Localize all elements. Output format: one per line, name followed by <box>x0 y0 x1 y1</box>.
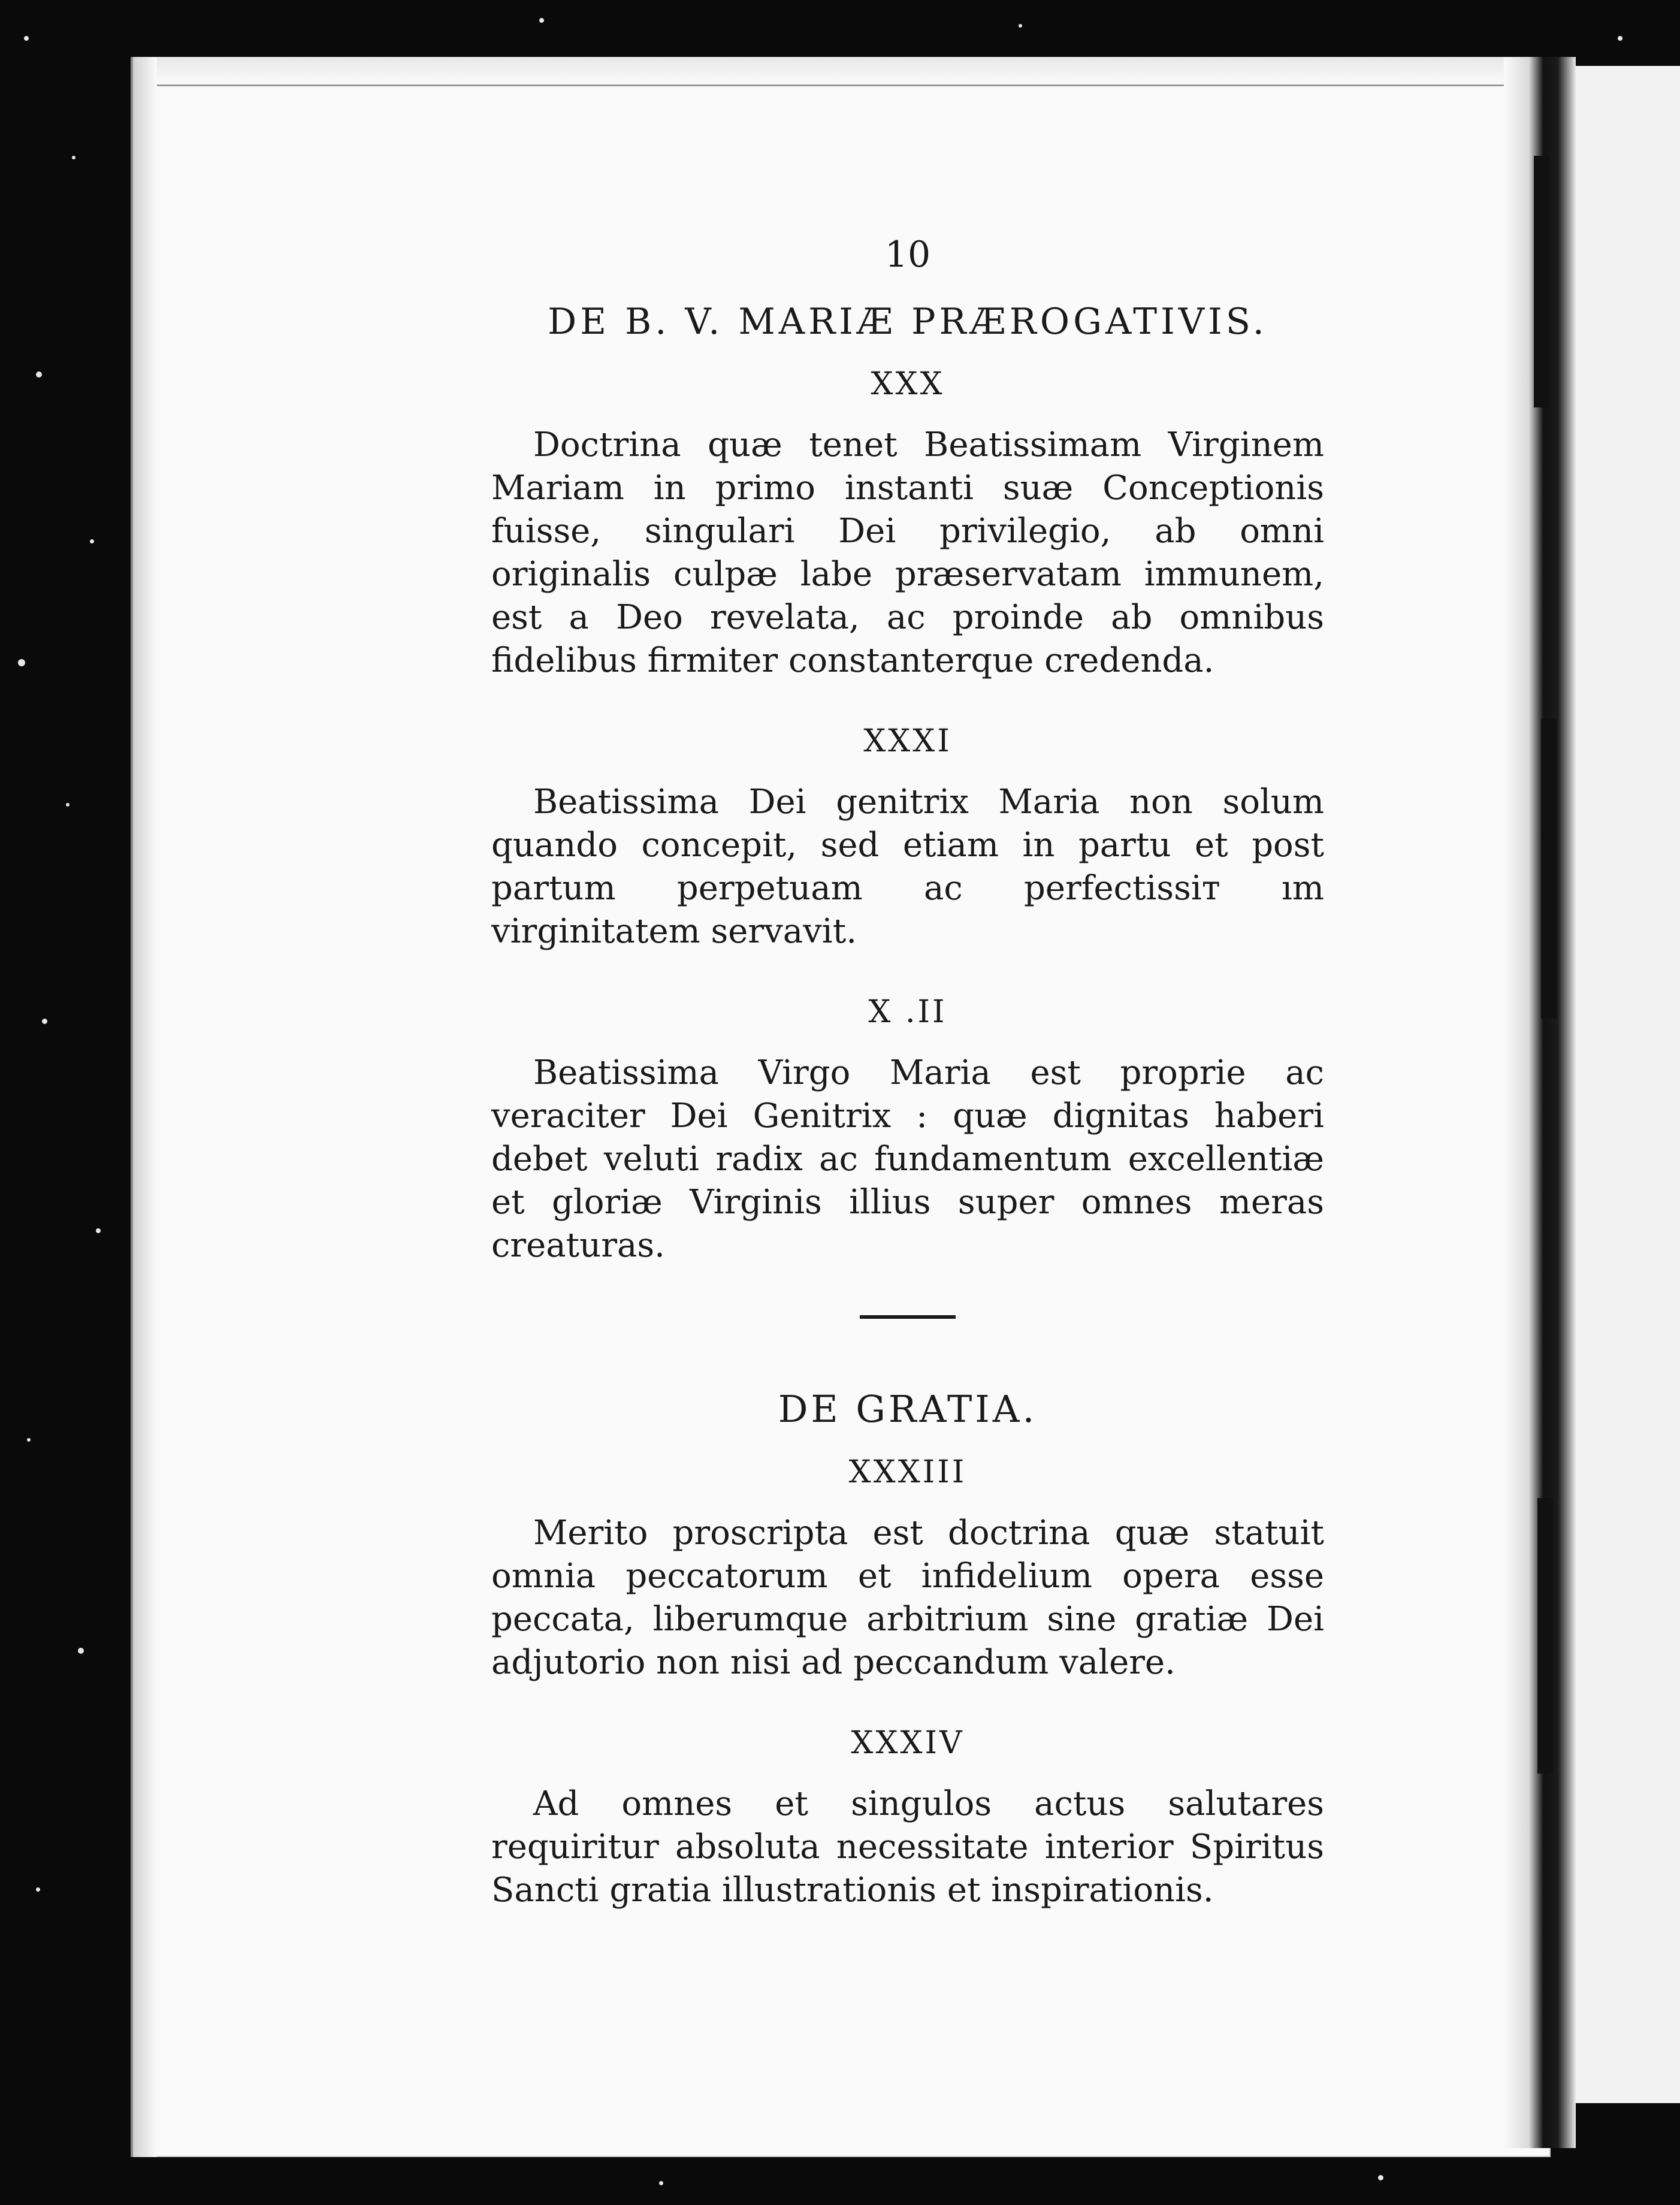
page-left-edge <box>131 57 157 2157</box>
page-text-block <box>491 234 1324 1955</box>
section-title-gratia: DE GRATIA. <box>778 1387 1038 1431</box>
dust-speck <box>96 1228 101 1233</box>
article-text: Doctrina quæ tenet Beatissimam Virginem Mariam in primo instanti suæ Conceptionis fuisse, singulari Dei privilegio, ab omni originalis culpæ labe præservatam immunem, est a Deo revelata, ac proinde ab omnibus fidelibus firmiter constanterque credenda. <box>491 425 1324 680</box>
gutter-tear <box>1537 1498 1553 1774</box>
dust-speck <box>1378 2175 1383 2180</box>
article-number: XXXIII <box>848 1454 967 1490</box>
dust-speck <box>36 371 42 377</box>
dust-speck <box>66 803 70 807</box>
article-text: Ad omnes et singulos actus salutares requiritur absoluta necessitate interior Spiritus Sancti gratia illustrationis et inspirationis. <box>491 1784 1324 1910</box>
facing-page-edge <box>1558 66 1680 2103</box>
dust-speck <box>539 18 544 23</box>
gutter-tear <box>1534 156 1549 407</box>
dust-speck <box>1019 24 1022 28</box>
dust-speck <box>659 2181 663 2185</box>
gutter-tear <box>1541 719 1557 1019</box>
dust-speck <box>36 1887 40 1892</box>
article-number: XXXIV <box>851 1725 965 1761</box>
dust-speck <box>18 659 25 666</box>
article-number: XXXI <box>863 723 952 759</box>
dust-speck <box>72 156 75 159</box>
section-title-prerogatives: DE B. V. MARIÆ PRÆROGATIVIS. <box>548 301 1268 343</box>
dust-speck <box>1618 36 1622 41</box>
dust-speck <box>27 1438 31 1442</box>
page-top-edge <box>131 57 1551 86</box>
dust-speck <box>90 539 94 543</box>
article-number: X .II <box>868 994 947 1030</box>
article-text: Merito proscripta est doctrina quæ statuit omnia peccatorum et infidelium opera esse peccata, liberumque arbitrium sine gratiæ Dei adjutorio non nisi ad peccandum valere. <box>491 1514 1324 1682</box>
article-text: Beatissima Dei genitrix Maria non solum quando concepit, sed etiam in partu et post partum perpetuam ac perfectissiт ım virginitatem servavit. <box>491 783 1324 951</box>
dust-speck <box>78 1648 84 1654</box>
article-text: Beatissima Virgo Maria est proprie ac veraciter Dei Genitrix : quæ dignitas haberi debet veluti radix ac fundamentum excellentiæ et gloriæ Virginis illius super omnes meras creaturas. <box>491 1053 1324 1265</box>
section-divider <box>860 1315 956 1319</box>
article-number: XXX <box>871 366 945 402</box>
dust-speck <box>42 1019 47 1024</box>
dust-speck <box>24 36 29 41</box>
page-number: 10 <box>884 234 931 276</box>
